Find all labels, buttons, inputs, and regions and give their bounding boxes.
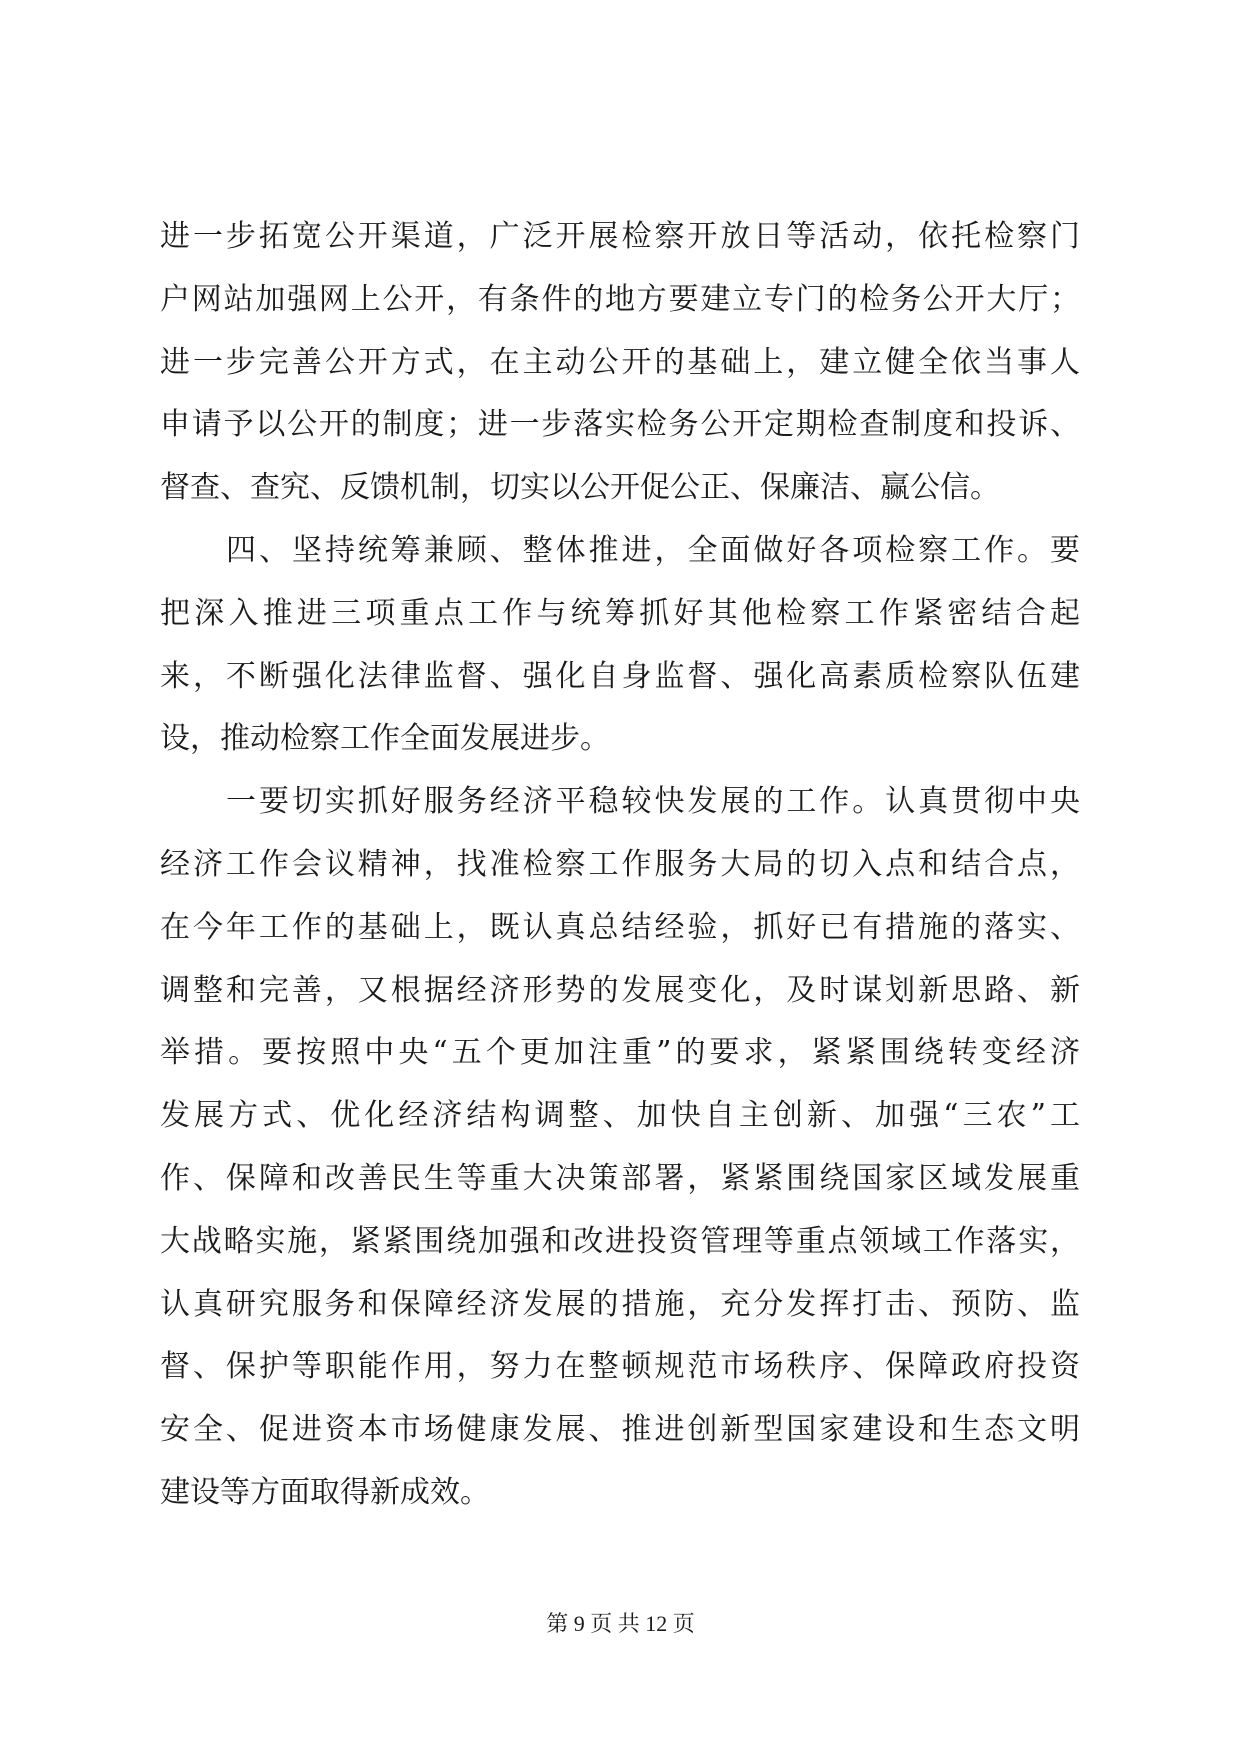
text-line: 一要切实抓好服务经济平稳较快发展的工作。认真贯彻中央 <box>226 784 1080 820</box>
text-line: 督、保护等职能作用，努力在整顿规范市场秩序、保障政府投资 <box>160 1349 1080 1385</box>
text-line: 四、坚持统筹兼顾、整体推进，全面做好各项检察工作。要 <box>226 532 1080 568</box>
text-line: 督查、查究、反馈机制，切实以公开促公正、保廉洁、赢公信。 <box>160 470 1000 506</box>
text-line: 经济工作会议精神，找准检察工作服务大局的切入点和结合点， <box>160 846 1080 882</box>
text-line: 进一步完善公开方式，在主动公开的基础上，建立健全依当事人 <box>160 344 1080 380</box>
page-number-footer: 第 9 页 共 12 页 <box>546 1611 695 1636</box>
text-line: 设，推动检察工作全面发展进步。 <box>160 721 610 757</box>
text-line: 申请予以公开的制度；进一步落实检务公开定期检查制度和投诉、 <box>160 407 1080 443</box>
text-line: 在今年工作的基础上，既认真总结经验，抓好已有措施的落实、 <box>160 909 1080 945</box>
paragraph-3 <box>160 771 1080 1525</box>
text-line: 把深入推进三项重点工作与统筹抓好其他检察工作紧密结合起 <box>160 595 1080 631</box>
text-line: 发展方式、优化经济结构调整、加快自主创新、加强“三农”工 <box>160 1098 1080 1134</box>
text-line: 安全、促进资本市场健康发展、推进创新型国家建设和生态文明 <box>160 1412 1080 1448</box>
body-text <box>160 206 1080 1525</box>
paragraph-2 <box>160 520 1080 771</box>
text-line: 作、保障和改善民生等重大决策部署，紧紧围绕国家区域发展重 <box>160 1160 1080 1196</box>
text-line: 来，不断强化法律监督、强化自身监督、强化高素质检察队伍建 <box>160 658 1080 694</box>
text-line: 认真研究服务和保障经济发展的措施，充分发挥打击、预防、监 <box>160 1286 1080 1322</box>
text-line: 建设等方面取得新成效。 <box>160 1474 490 1510</box>
paragraph-1 <box>160 206 1080 520</box>
text-line: 举措。要按照中央“五个更加注重”的要求，紧紧围绕转变经济 <box>160 1035 1080 1071</box>
text-line: 调整和完善，又根据经济形势的发展变化，及时谋划新思路、新 <box>160 972 1080 1008</box>
text-line: 户网站加强网上公开，有条件的地方要建立专门的检务公开大厅； <box>160 281 1080 317</box>
text-line: 进一步拓宽公开渠道，广泛开展检察开放日等活动，依托检察门 <box>160 219 1080 254</box>
text-line: 大战略实施，紧紧围绕加强和改进投资管理等重点领域工作落实， <box>160 1223 1080 1259</box>
